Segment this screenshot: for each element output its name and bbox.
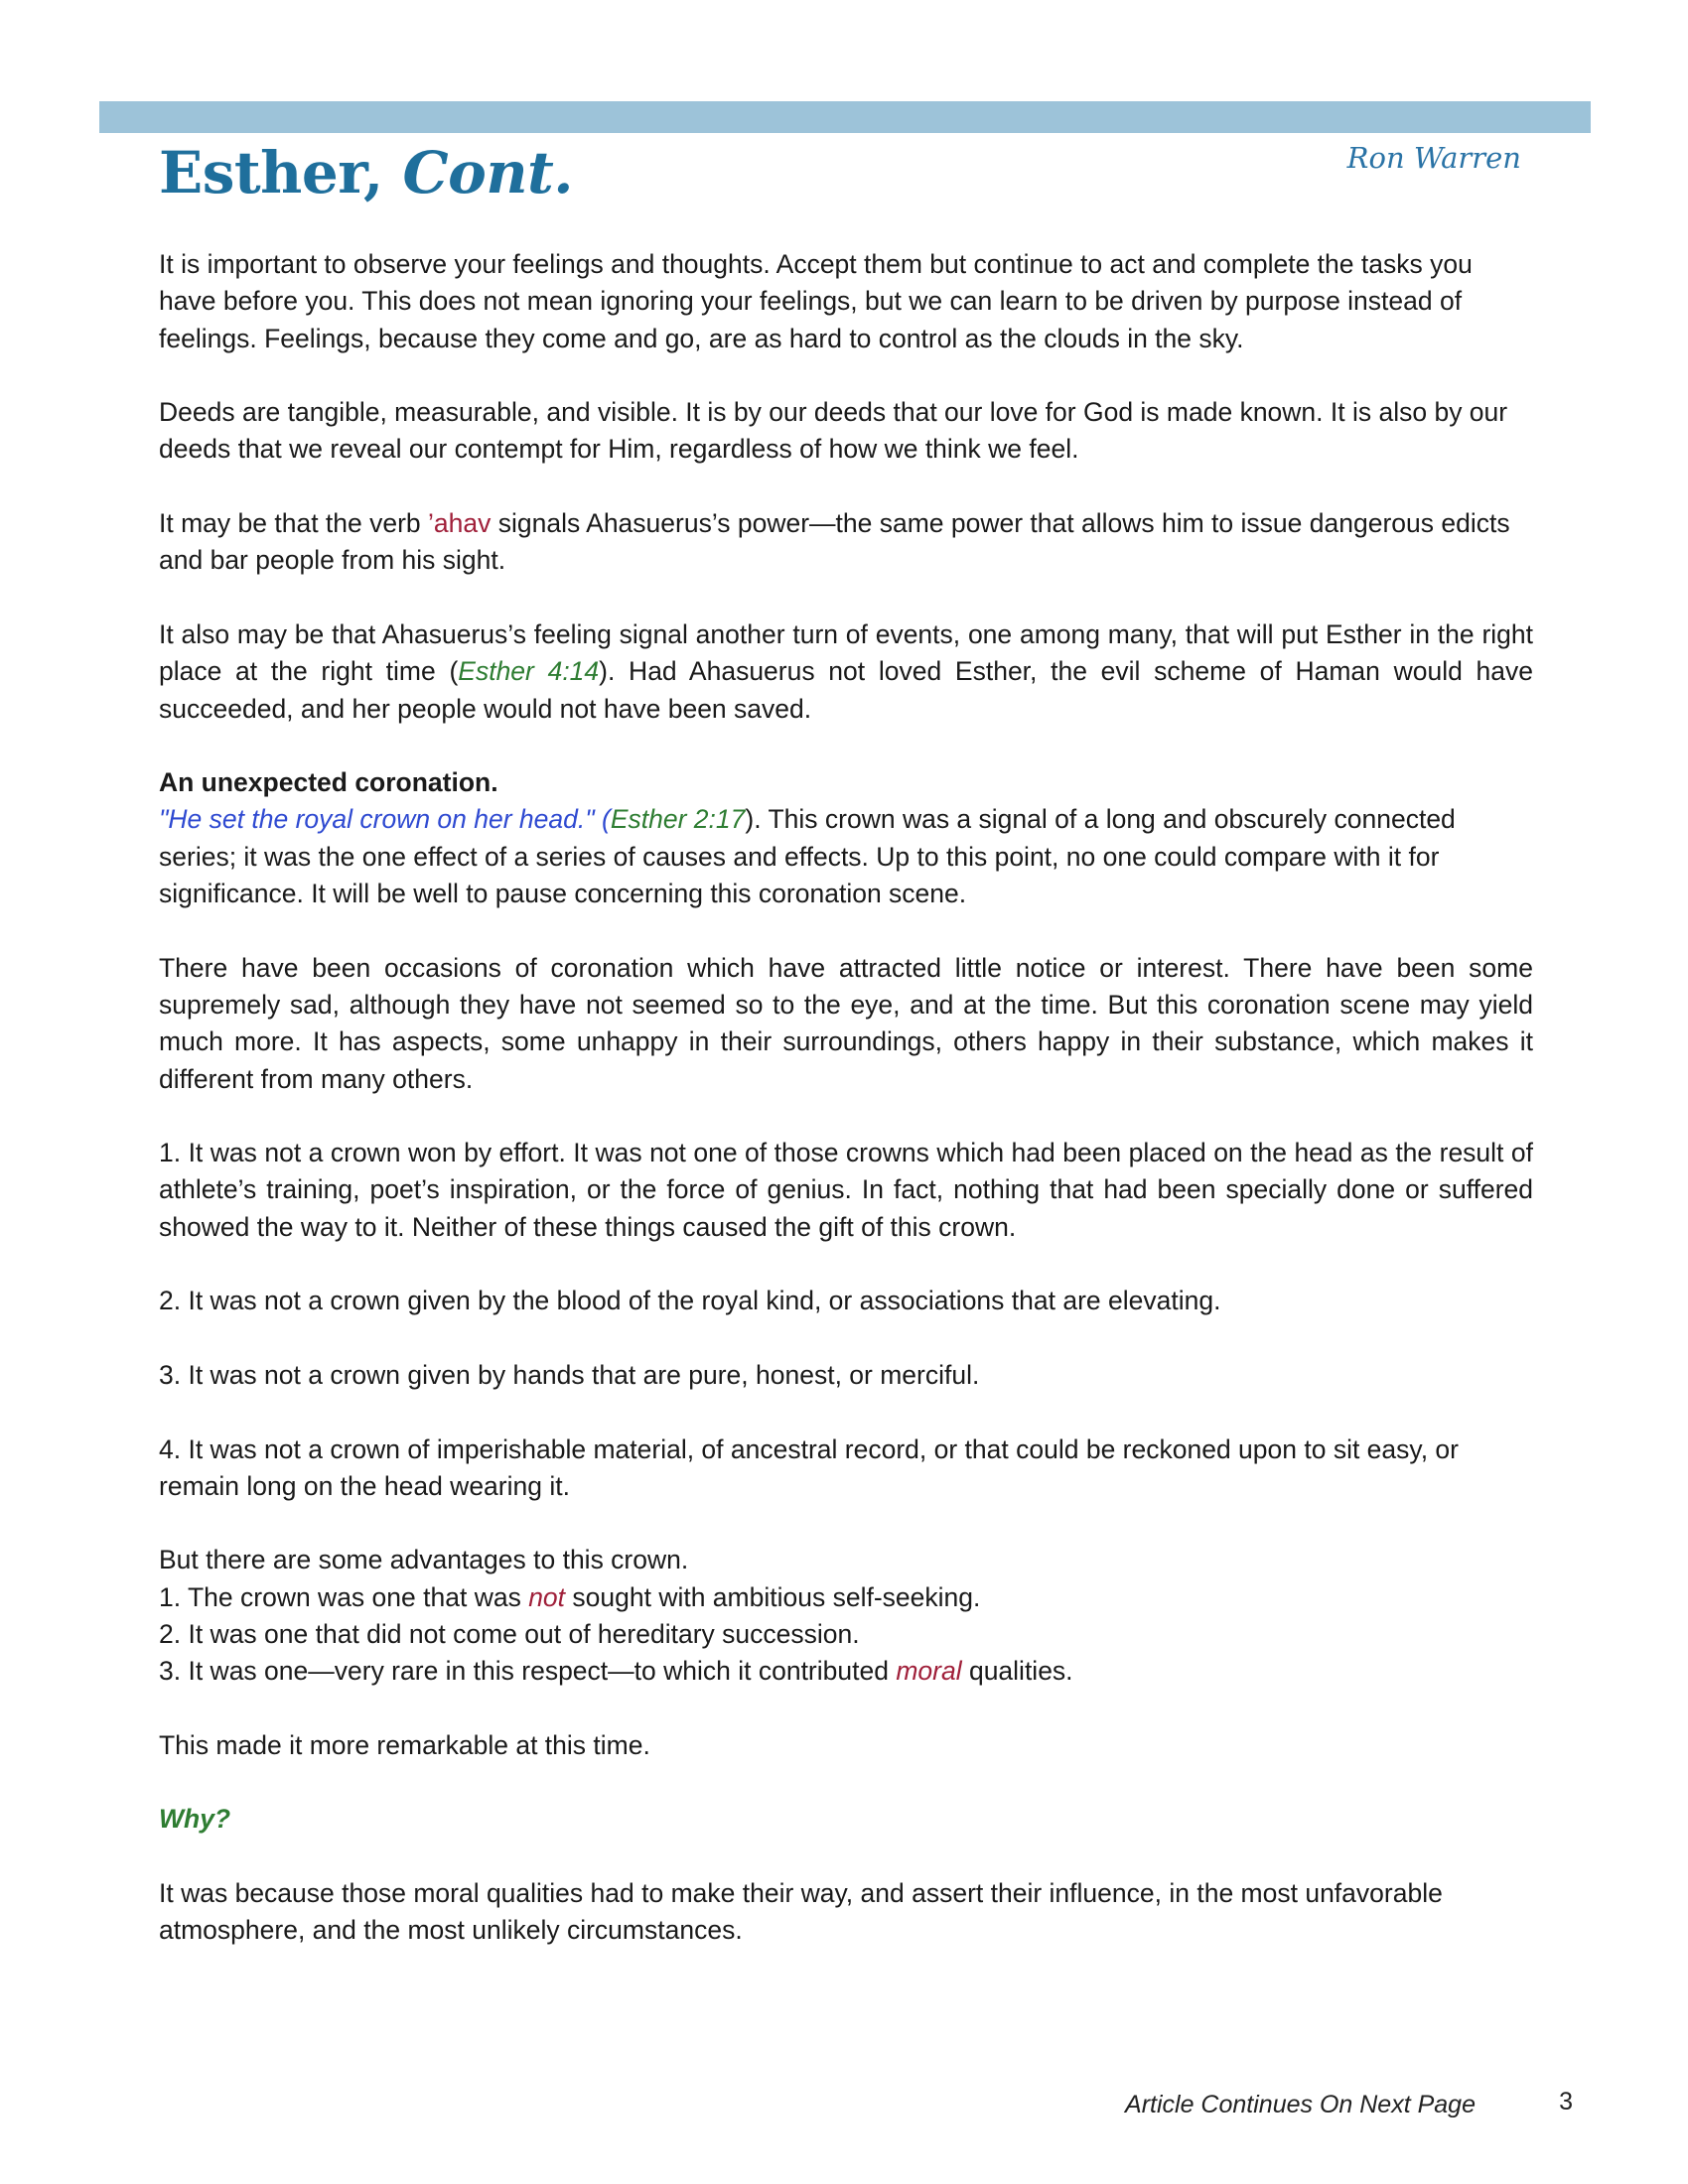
title-main: Esther,: [159, 139, 383, 206]
point-three: 3. It was not a crown given by hands that are pure, honest, or merciful.: [159, 1359, 980, 1390]
emphasis-word: not: [528, 1581, 566, 1612]
text-span: ). This crown was a signal of a long and obscurely connected series; it was the one effect of a series of causes and effects. Up to this point, no one could compare with it for significance. It will be well to pause concerning this coronation scene.: [159, 804, 1456, 909]
scripture-quote: He set the royal crown on her head.: [168, 804, 586, 835]
paragraph-crown-signal: [159, 801, 1533, 912]
text-span: 3. It was one—very rare in this respect—to which it contributed: [159, 1656, 897, 1687]
text-span: sought with ambitious self-seeking.: [565, 1581, 981, 1612]
text-span: It may be that the verb: [159, 508, 429, 539]
paragraph-turn-of-events: [159, 616, 1533, 728]
title-cont: Cont.: [402, 139, 573, 206]
text-span: ). Had Ahasuerus not loved Esther, the evil scheme of Haman would have succeeded, and her people would not have been saved.: [159, 656, 1533, 724]
author-name: Ron Warren: [1346, 141, 1521, 175]
why-heading: Why?: [159, 1804, 231, 1835]
paragraph-deeds: Deeds are tangible, measurable, and visible. It is by our deeds that our love for God is made known. It is also by our deeds that we reveal our contempt for Him, regardless of how we think we feel.: [159, 397, 1508, 465]
advantages-intro: But there are some advantages to this crown.: [159, 1545, 689, 1575]
emphasis-word: moral: [896, 1656, 962, 1687]
hebrew-word: ’ahav: [428, 508, 492, 539]
paragraph-final: It was because those moral qualities had to make their way, and assert their influence, in the most unfavorable atmosphere, and the most unlikely circumstances.: [159, 1878, 1443, 1946]
paragraph-occasions: There have been occasions of coronation which have attracted little notice or interest. There have been some supremely sad, although they have not seemed so to the eye, and at the time. But this coronation scene may yield much more. It has aspects, some unhappy in their surroundings, others happy in their substance, which makes it different from many others.: [159, 952, 1533, 1094]
point-two: 2. It was not a crown given by the blood of the royal kind, or associations that are elevating.: [159, 1286, 1221, 1316]
text-span: signals Ahasuerus’s power—the same power that allows him to issue dangerous edicts and bar people from his sight.: [159, 508, 1510, 576]
paragraph-feelings: It is important to observe your feelings and thoughts. Accept them but continue to act and complete the tasks you have before you. This does not mean ignoring your feelings, but we can learn to be driven by purpose instead of feelings. Feelings, because they come and go, are as hard to control as the clouds in the sky.: [159, 249, 1473, 353]
article-body: [159, 246, 1533, 1986]
page-title: [159, 139, 573, 206]
point-one: 1. It was not a crown won by effort. It was not one of those crowns which had been placed on the head as the result of athlete’s training, poet’s inspiration, or the force of genius. In fact, nothing that had been specially done or suffered showed the way to it. Neither of these things caused the gift of this crown.: [159, 1138, 1533, 1242]
section-heading: An unexpected coronation.: [159, 767, 498, 798]
text-span: It also may be that Ahasuerus’s feeling signal another turn of events, one among many, that will put Esther in the right place at the right time (: [159, 618, 1533, 687]
paragraph-ahav: [159, 505, 1533, 580]
continues-note: Article Continues On Next Page: [1125, 2091, 1476, 2118]
paragraph-remarkable: This made it more remarkable at this time.: [159, 1729, 650, 1760]
scripture-reference: Esther 2:17: [610, 804, 746, 835]
text-span: qualities.: [961, 1656, 1073, 1687]
page-number: 3: [1559, 2088, 1573, 2116]
text-span: 1. The crown was one that was: [159, 1581, 529, 1612]
advantage-one: [159, 1579, 1533, 1616]
quote-mark: " (: [585, 804, 611, 835]
point-four: 4. It was not a crown of imperishable material, of ancestral record, or that could be reckoned upon to sit easy, or remain long on the head wearing it.: [159, 1433, 1459, 1501]
scripture-reference: Esther 4:14: [458, 656, 600, 687]
advantage-two: 2. It was one that did not come out of hereditary succession.: [159, 1618, 860, 1649]
quote-mark: ": [159, 804, 169, 835]
header-bar: [99, 101, 1591, 133]
advantage-three: [159, 1653, 1533, 1690]
